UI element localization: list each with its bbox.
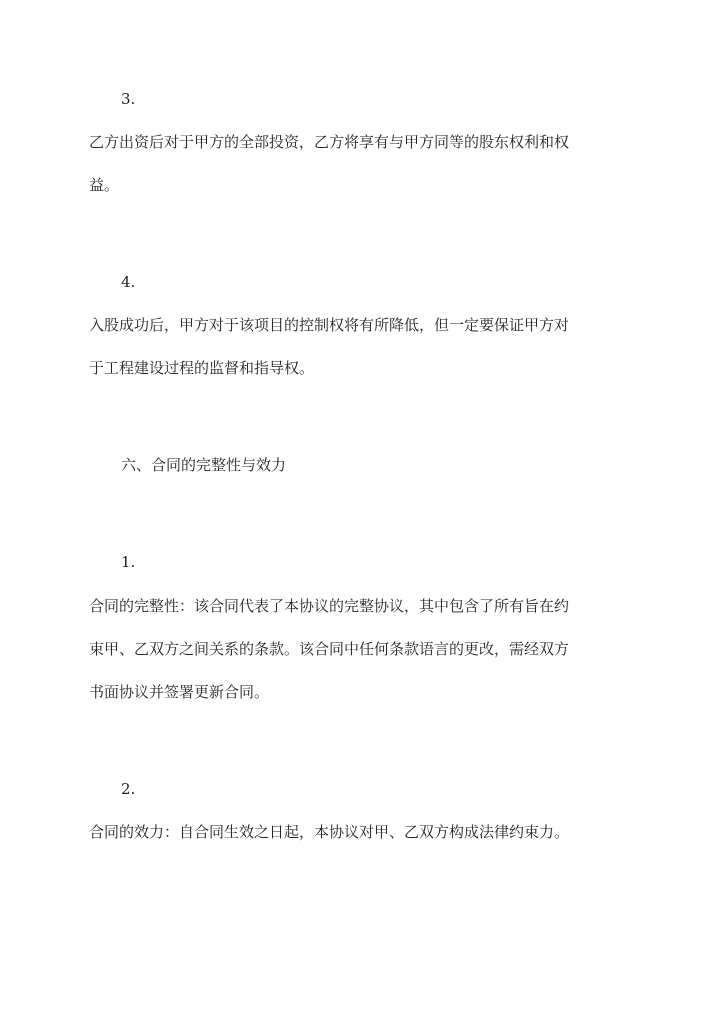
item-3-line-1: 乙方出资后对于甲方的全部投资，乙方将享有与甲方同等的股东权利和权 — [89, 133, 570, 151]
item-number-4: 4. — [121, 273, 136, 291]
item-4-line-2: 于工程建设过程的监督和指导权。 — [89, 359, 315, 377]
section-item-1-line-2: 束甲、乙双方之间关系的条款。该合同中任何条款语言的更改，需经双方 — [89, 640, 570, 658]
section-item-1-line-1: 合同的完整性：该合同代表了本协议的完整协议，其中包含了所有旨在约 — [89, 597, 570, 615]
item-number-3: 3. — [121, 90, 136, 108]
section-heading: 六、合同的完整性与效力 — [121, 456, 287, 474]
item-3-line-2: 益。 — [89, 176, 120, 194]
section-item-number-2: 2. — [121, 780, 136, 798]
section-item-number-1: 1. — [121, 553, 136, 571]
item-4-line-1: 入股成功后，甲方对于该项目的控制权将有所降低，但一定要保证甲方对 — [89, 316, 570, 334]
section-item-2-line-1: 合同的效力：自合同生效之日起，本协议对甲、乙双方构成法律约束力。 — [89, 823, 570, 841]
section-item-1-line-3: 书面协议并签署更新合同。 — [89, 683, 270, 701]
